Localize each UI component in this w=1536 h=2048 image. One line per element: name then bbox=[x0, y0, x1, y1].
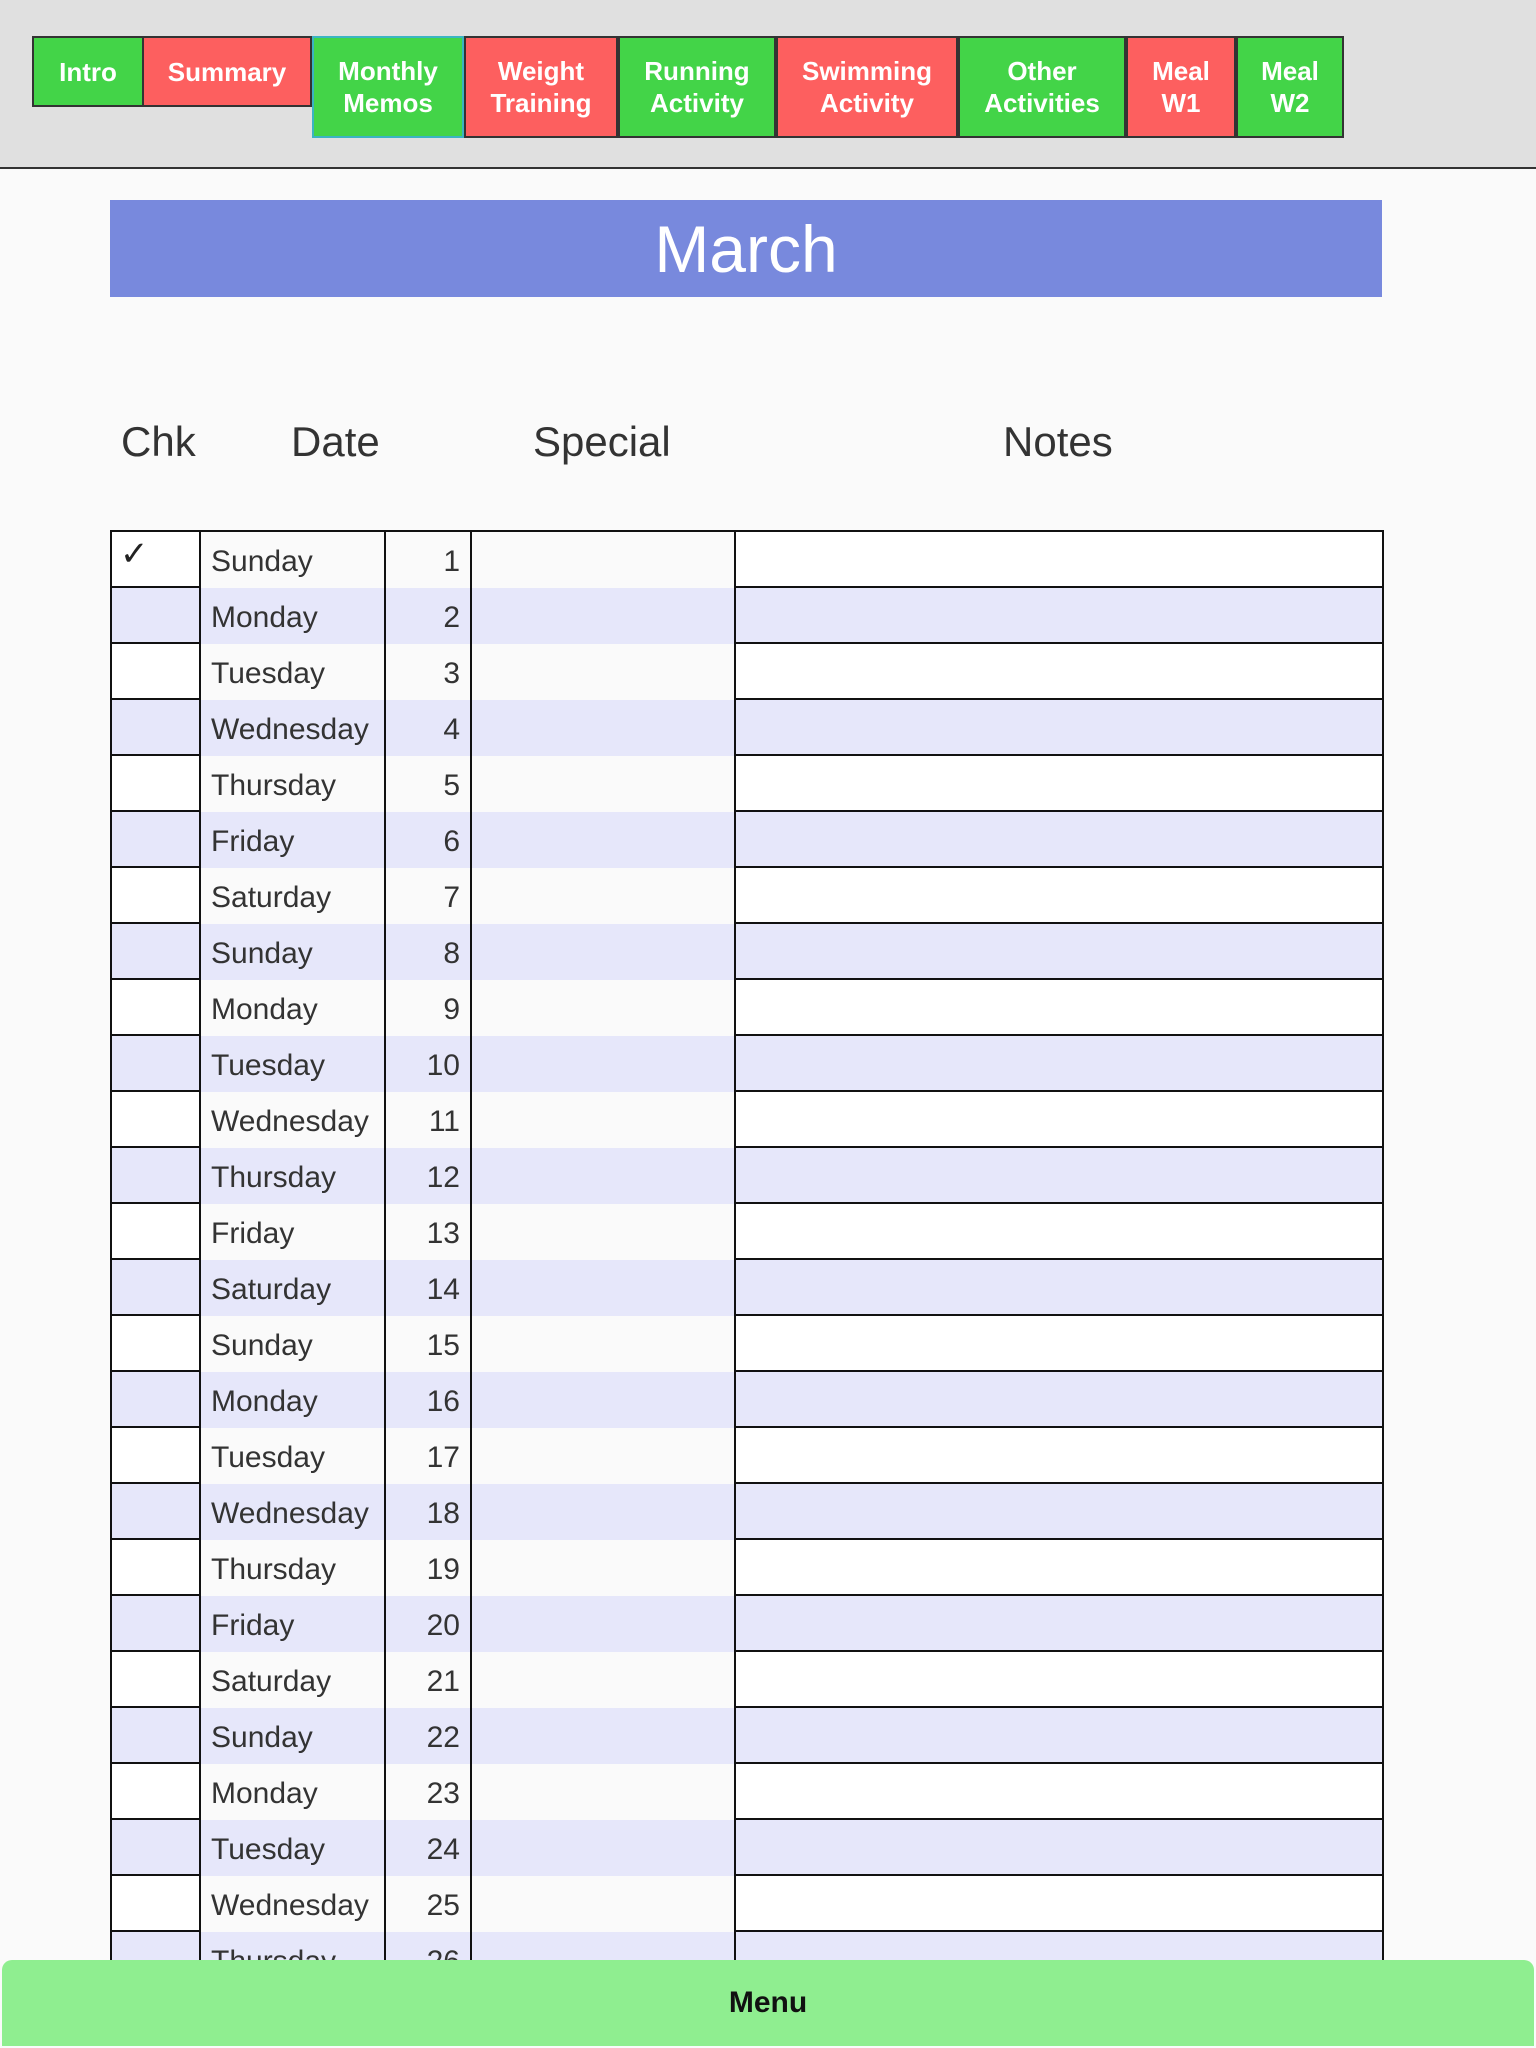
check-cell[interactable] bbox=[110, 868, 201, 924]
table-row bbox=[110, 980, 1384, 1036]
weekday-cell: Wednesday bbox=[201, 1876, 386, 1932]
check-cell[interactable] bbox=[110, 1372, 201, 1428]
notes-cell[interactable] bbox=[736, 644, 1384, 700]
weekday-cell: Wednesday bbox=[201, 700, 386, 756]
table-row bbox=[110, 1596, 1384, 1652]
weekday-cell: Wednesday bbox=[201, 1484, 386, 1540]
check-cell[interactable] bbox=[110, 756, 201, 812]
table-row bbox=[110, 1820, 1384, 1876]
day-number-cell: 11 bbox=[386, 1092, 472, 1148]
memo-table bbox=[110, 530, 1384, 1988]
special-cell[interactable] bbox=[472, 1652, 736, 1708]
weekday-cell: Sunday bbox=[201, 532, 386, 588]
tab-summary[interactable]: Summary bbox=[142, 36, 312, 107]
tab-intro[interactable]: Intro bbox=[32, 36, 144, 107]
table-row bbox=[110, 1316, 1384, 1372]
weekday-cell: Friday bbox=[201, 812, 386, 868]
header-notes: Notes bbox=[1003, 418, 1113, 465]
check-cell[interactable] bbox=[110, 1260, 201, 1316]
check-cell[interactable]: ✓ bbox=[110, 532, 201, 588]
special-cell[interactable] bbox=[472, 1428, 736, 1484]
day-number-cell: 3 bbox=[386, 644, 472, 700]
weekday-cell: Sunday bbox=[201, 924, 386, 980]
check-cell[interactable] bbox=[110, 1596, 201, 1652]
table-row bbox=[110, 924, 1384, 980]
table-row bbox=[110, 1764, 1384, 1820]
notes-cell[interactable] bbox=[736, 1876, 1384, 1932]
day-number-cell: 10 bbox=[386, 1036, 472, 1092]
notes-cell[interactable] bbox=[736, 1204, 1384, 1260]
table-row bbox=[110, 532, 1384, 588]
day-number-cell: 4 bbox=[386, 700, 472, 756]
weekday-cell: Friday bbox=[201, 1596, 386, 1652]
notes-cell[interactable] bbox=[736, 1372, 1384, 1428]
day-number-cell: 21 bbox=[386, 1652, 472, 1708]
weekday-cell: Saturday bbox=[201, 868, 386, 924]
weekday-cell: Saturday bbox=[201, 1260, 386, 1316]
table-row bbox=[110, 1484, 1384, 1540]
day-number-cell: 15 bbox=[386, 1316, 472, 1372]
day-number-cell: 13 bbox=[386, 1204, 472, 1260]
table-row bbox=[110, 1148, 1384, 1204]
weekday-cell: Friday bbox=[201, 1204, 386, 1260]
check-cell[interactable] bbox=[110, 980, 201, 1036]
weekday-cell: Sunday bbox=[201, 1316, 386, 1372]
day-number-cell: 17 bbox=[386, 1428, 472, 1484]
table-row bbox=[110, 1876, 1384, 1932]
table-row bbox=[110, 812, 1384, 868]
weekday-cell: Tuesday bbox=[201, 644, 386, 700]
day-number-cell: 22 bbox=[386, 1708, 472, 1764]
special-cell[interactable] bbox=[472, 868, 736, 924]
check-cell[interactable] bbox=[110, 1092, 201, 1148]
day-number-cell: 5 bbox=[386, 756, 472, 812]
check-cell[interactable] bbox=[110, 588, 201, 644]
notes-cell[interactable] bbox=[736, 924, 1384, 980]
day-number-cell: 18 bbox=[386, 1484, 472, 1540]
header-special: Special bbox=[533, 418, 671, 465]
check-cell[interactable] bbox=[110, 1036, 201, 1092]
notes-cell[interactable] bbox=[736, 1428, 1384, 1484]
special-cell[interactable] bbox=[472, 756, 736, 812]
weekday-cell: Sunday bbox=[201, 1708, 386, 1764]
day-number-cell: 12 bbox=[386, 1148, 472, 1204]
table-row bbox=[110, 1092, 1384, 1148]
day-number-cell: 20 bbox=[386, 1596, 472, 1652]
weekday-cell: Thursday bbox=[201, 756, 386, 812]
day-number-cell: 7 bbox=[386, 868, 472, 924]
special-cell[interactable] bbox=[472, 1204, 736, 1260]
check-cell[interactable] bbox=[110, 1316, 201, 1372]
table-row bbox=[110, 588, 1384, 644]
table-row bbox=[110, 1428, 1384, 1484]
notes-cell[interactable] bbox=[736, 1596, 1384, 1652]
notes-cell[interactable] bbox=[736, 1484, 1384, 1540]
day-number-cell: 8 bbox=[386, 924, 472, 980]
notes-cell[interactable] bbox=[736, 1036, 1384, 1092]
day-number-cell: 6 bbox=[386, 812, 472, 868]
check-cell[interactable] bbox=[110, 1484, 201, 1540]
special-cell[interactable] bbox=[472, 1708, 736, 1764]
special-cell[interactable] bbox=[472, 1260, 736, 1316]
day-number-cell: 14 bbox=[386, 1260, 472, 1316]
special-cell[interactable] bbox=[472, 532, 736, 588]
check-cell[interactable] bbox=[110, 1652, 201, 1708]
notes-cell[interactable] bbox=[736, 812, 1384, 868]
table-row bbox=[110, 1708, 1384, 1764]
weekday-cell: Tuesday bbox=[201, 1428, 386, 1484]
weekday-cell: Monday bbox=[201, 1764, 386, 1820]
notes-cell[interactable] bbox=[736, 980, 1384, 1036]
notes-cell[interactable] bbox=[736, 532, 1384, 588]
check-cell[interactable] bbox=[110, 1876, 201, 1932]
notes-cell[interactable] bbox=[736, 1092, 1384, 1148]
notes-cell[interactable] bbox=[736, 868, 1384, 924]
table-row bbox=[110, 756, 1384, 812]
day-number-cell: 19 bbox=[386, 1540, 472, 1596]
tab-swimming-activity[interactable]: Swimming Activity bbox=[776, 36, 958, 138]
check-cell[interactable] bbox=[110, 1708, 201, 1764]
special-cell[interactable] bbox=[472, 588, 736, 644]
notes-cell[interactable] bbox=[736, 588, 1384, 644]
notes-cell[interactable] bbox=[736, 700, 1384, 756]
tab-monthly-memos[interactable]: Monthly Memos bbox=[312, 36, 464, 138]
table-row bbox=[110, 1652, 1384, 1708]
special-cell[interactable] bbox=[472, 644, 736, 700]
notes-cell[interactable] bbox=[736, 756, 1384, 812]
weekday-cell: Tuesday bbox=[201, 1820, 386, 1876]
special-cell[interactable] bbox=[472, 1092, 736, 1148]
month-title: March bbox=[110, 200, 1382, 297]
day-number-cell: 1 bbox=[386, 532, 472, 588]
notes-cell[interactable] bbox=[736, 1260, 1384, 1316]
special-cell[interactable] bbox=[472, 1036, 736, 1092]
tab-other-activities[interactable]: Other Activities bbox=[958, 36, 1126, 138]
tab-meal-w1[interactable]: Meal W1 bbox=[1126, 36, 1236, 138]
weekday-cell: Monday bbox=[201, 980, 386, 1036]
header-date: Date bbox=[291, 418, 380, 465]
special-cell[interactable] bbox=[472, 1764, 736, 1820]
tab-bar bbox=[0, 0, 1536, 169]
notes-cell[interactable] bbox=[736, 1820, 1384, 1876]
day-number-cell: 24 bbox=[386, 1820, 472, 1876]
day-number-cell: 9 bbox=[386, 980, 472, 1036]
notes-cell[interactable] bbox=[736, 1764, 1384, 1820]
table-row bbox=[110, 868, 1384, 924]
check-cell[interactable] bbox=[110, 1820, 201, 1876]
day-number-cell: 2 bbox=[386, 588, 472, 644]
day-number-cell: 16 bbox=[386, 1372, 472, 1428]
special-cell[interactable] bbox=[472, 980, 736, 1036]
special-cell[interactable] bbox=[472, 1596, 736, 1652]
check-cell[interactable] bbox=[110, 1540, 201, 1596]
weekday-cell: Tuesday bbox=[201, 1036, 386, 1092]
special-cell[interactable] bbox=[472, 924, 736, 980]
notes-cell[interactable] bbox=[736, 1148, 1384, 1204]
table-row bbox=[110, 1260, 1384, 1316]
tab-running-activity[interactable]: Running Activity bbox=[618, 36, 776, 138]
check-cell[interactable] bbox=[110, 700, 201, 756]
tab-weight-training[interactable]: Weight Training bbox=[464, 36, 618, 138]
menu-button[interactable]: Menu bbox=[2, 1960, 1534, 2046]
weekday-cell: Monday bbox=[201, 1372, 386, 1428]
check-cell[interactable] bbox=[110, 1204, 201, 1260]
table-row bbox=[110, 644, 1384, 700]
special-cell[interactable] bbox=[472, 1316, 736, 1372]
check-cell[interactable] bbox=[110, 644, 201, 700]
special-cell[interactable] bbox=[472, 1540, 736, 1596]
notes-cell[interactable] bbox=[736, 1316, 1384, 1372]
table-row bbox=[110, 1204, 1384, 1260]
special-cell[interactable] bbox=[472, 1876, 736, 1932]
special-cell[interactable] bbox=[472, 1820, 736, 1876]
check-cell[interactable] bbox=[110, 924, 201, 980]
notes-cell[interactable] bbox=[736, 1708, 1384, 1764]
check-cell[interactable] bbox=[110, 812, 201, 868]
table-row bbox=[110, 700, 1384, 756]
check-cell[interactable] bbox=[110, 1428, 201, 1484]
special-cell[interactable] bbox=[472, 700, 736, 756]
table-row bbox=[110, 1540, 1384, 1596]
notes-cell[interactable] bbox=[736, 1652, 1384, 1708]
check-cell[interactable] bbox=[110, 1148, 201, 1204]
special-cell[interactable] bbox=[472, 1484, 736, 1540]
weekday-cell: Wednesday bbox=[201, 1092, 386, 1148]
weekday-cell: Thursday bbox=[201, 1540, 386, 1596]
weekday-cell: Saturday bbox=[201, 1652, 386, 1708]
notes-cell[interactable] bbox=[736, 1540, 1384, 1596]
header-chk: Chk bbox=[121, 418, 196, 465]
weekday-cell: Thursday bbox=[201, 1148, 386, 1204]
special-cell[interactable] bbox=[472, 1372, 736, 1428]
weekday-cell: Monday bbox=[201, 588, 386, 644]
day-number-cell: 23 bbox=[386, 1764, 472, 1820]
day-number-cell: 25 bbox=[386, 1876, 472, 1932]
table-row bbox=[110, 1372, 1384, 1428]
table-row bbox=[110, 1036, 1384, 1092]
special-cell[interactable] bbox=[472, 1148, 736, 1204]
check-cell[interactable] bbox=[110, 1764, 201, 1820]
special-cell[interactable] bbox=[472, 812, 736, 868]
tab-meal-w2[interactable]: Meal W2 bbox=[1236, 36, 1344, 138]
